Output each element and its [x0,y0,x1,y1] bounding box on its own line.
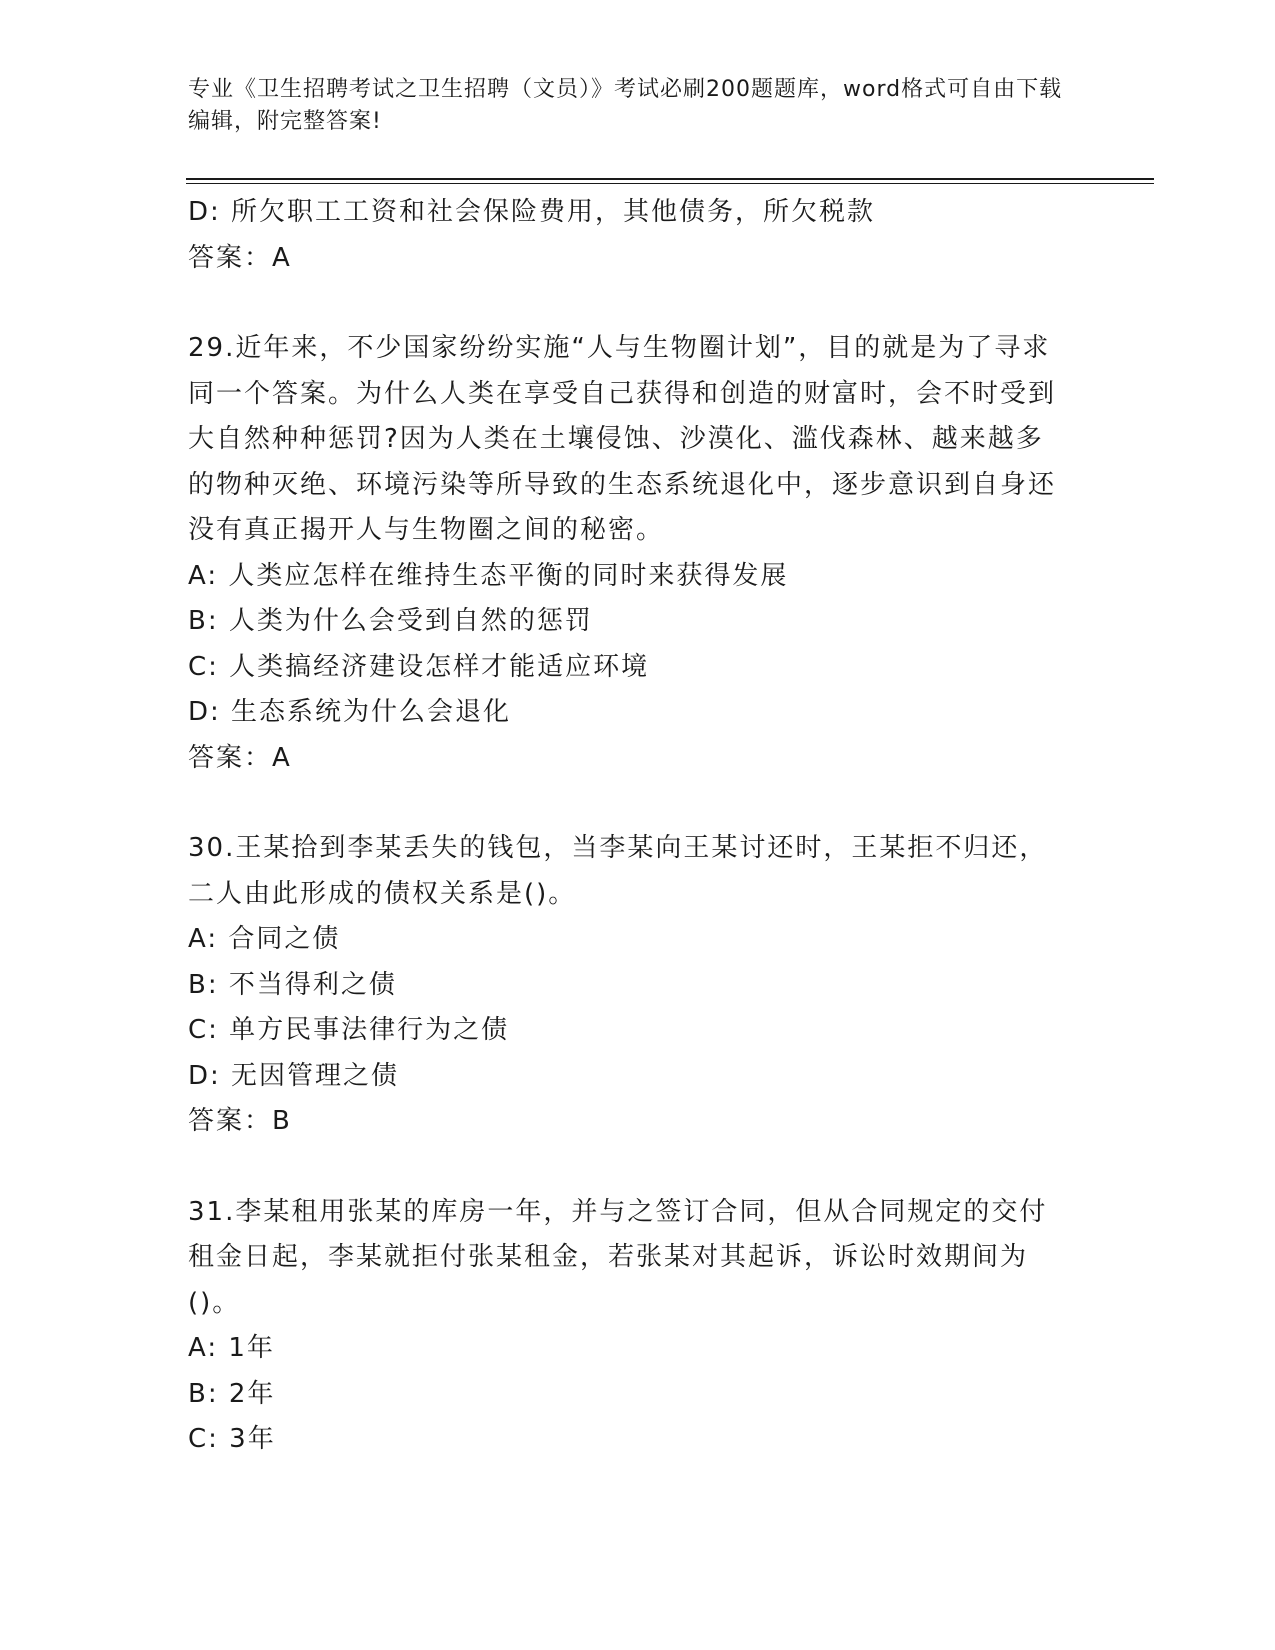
document-header: 专业《卫生招聘考试之卫生招聘（文员）》考试必刷200题题库，word格式可自由下载编辑，附完整答案! [188,77,1063,134]
answer-value: A [272,242,292,273]
document-body [188,190,1068,1463]
spacer [188,281,1068,326]
answer-value: A [272,742,292,773]
answer-line [188,236,1068,282]
question-28-tail [188,190,1068,281]
spacer [188,781,1068,826]
option-a: A: 1年 [188,1333,275,1363]
answer-line [188,736,1068,782]
spacer [188,1145,1068,1190]
answer-label: 答案： [188,742,273,773]
question-stem: 30.王某拾到李某丢失的钱包，当李某向王某讨还时，王某拒不归还，二人由此形成的债权关系是()。 [188,833,1048,909]
option-b: B: 人类为什么会受到自然的惩罚 [188,606,593,636]
answer-value: B [272,1106,292,1136]
answer-label: 答案： [188,1106,273,1136]
question-stem: 31.李某租用张某的库房一年，并与之签订合同，但从合同规定的交付租金日起，李某就拒付张某租金，若张某对其起诉，诉讼时效期间为()。 [188,1196,1048,1318]
header-divider-thick [186,178,1154,180]
option-c: C: 3年 [188,1424,276,1454]
option-a: A: 人类应怎样在维持生态平衡的同时来获得发展 [188,560,789,591]
header-divider-thin [186,183,1154,184]
option-c: C: 人类搞经济建设怎样才能适应环境 [188,651,650,682]
question-30 [188,826,1068,1145]
option-d: D: 无因管理之债 [188,1060,400,1091]
option-d: D: 所欠职工工资和社会保险费用，其他债务，所欠税款 [188,197,876,227]
option-b: B: 不当得利之债 [188,969,397,1000]
option-b: B: 2年 [188,1378,276,1409]
question-stem: 29.近年来，不少国家纷纷实施“人与生物圈计划”，目的就是为了寻求同一个答案。为什么人类在享受自己获得和创造的财富时，会不时受到大自然种种惩罚?因为人类在土壤侵蚀、沙漠化、滥伐森林、越来越多的物种灭绝、环境污染等所导致的生态系统退化中，逐步意识到自身还没有真正揭开人与生物圈之间的秘密。 [188,333,1057,545]
option-c: C: 单方民事法律行为之债 [188,1015,510,1045]
answer-line [188,1099,1068,1145]
option-a: A: 合同之债 [188,924,341,954]
question-31 [188,1190,1068,1463]
option-d: D: 生态系统为什么会退化 [188,697,512,727]
answer-label: 答案： [188,242,273,273]
question-29 [188,326,1068,781]
